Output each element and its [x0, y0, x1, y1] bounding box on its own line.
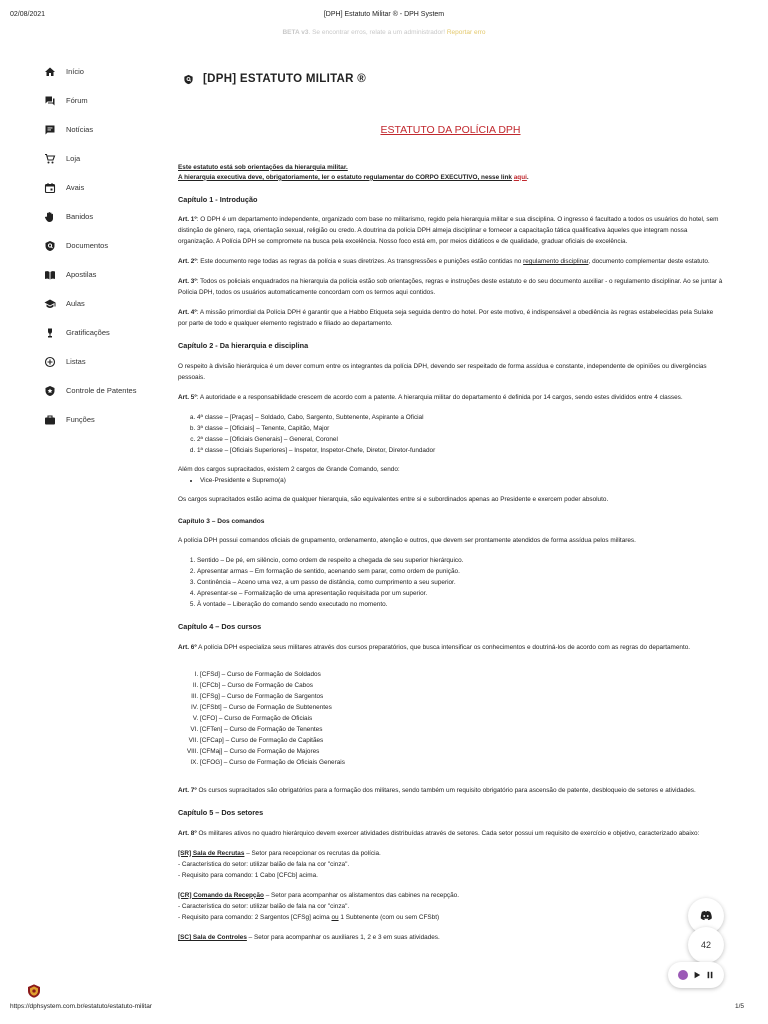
- page-header: [183, 70, 723, 90]
- sector-label: [SC] Sala de Controles: [178, 933, 247, 941]
- list-item: II. [CFCb] – Curso de Formação de Cabos: [200, 680, 723, 691]
- intro-line-1: Este estatuto está sob orientações da hierarquia militar.: [178, 163, 348, 171]
- list-circle-icon: [44, 356, 56, 368]
- list-item: c. 2ª classe – [Oficiais Generais] – General, Coronel: [197, 434, 723, 445]
- page-title: [DPH] ESTATUTO MILITAR ®: [203, 73, 367, 85]
- sidebar-item-gratificacoes[interactable]: [40, 318, 160, 347]
- play-icon[interactable]: [693, 971, 701, 979]
- site-logo-icon: [26, 983, 42, 999]
- sidebar-item-label: Avais: [66, 183, 85, 192]
- viewer-count-badge[interactable]: 42: [688, 927, 724, 963]
- sector-sr: [SR] Sala de Recrutas – Setor para recepcionar os recrutas da polícia. - Característica do setor: utilizar balão de fala na cor "cinza". - Requisito para comando: 1 Cabo [CFCb] acima.: [178, 849, 381, 879]
- sidebar-item-funcoes[interactable]: [40, 405, 160, 434]
- hand-icon: [44, 211, 56, 223]
- commands-list: [178, 555, 723, 610]
- class-list: [178, 412, 723, 456]
- article-3: Art. 3º: Todos os policiais enquadrados na hierarquia da polícia estão sob orientações, regras e instruções deste estatuto e do seu documento auxiliar - o regulamento disciplinar. Ao se juntar à Polícia DPH, todos os usuários automaticamente concordam com os termos aqui contidos.: [178, 278, 723, 297]
- shield-icon: [44, 240, 56, 252]
- chapter-3-intro: A polícia DPH possui comandos oficiais de grupamento, ordenamento, atenção e outros, que devem ser prontamente atendidos de forma assídua pelos militares.: [178, 537, 636, 545]
- sidebar-item-loja[interactable]: [40, 144, 160, 173]
- sidebar-item-label: Banidos: [66, 212, 94, 221]
- courses-list: [178, 669, 723, 768]
- disciplinary-regulation-link[interactable]: regulamento disciplinar: [523, 258, 589, 266]
- sidebar-item-label: Listas: [66, 357, 86, 366]
- list-item: I. [CFSd] – Curso de Formação de Soldados: [200, 669, 723, 680]
- sidebar-item-label: Gratificações: [66, 328, 110, 337]
- list-item: IV. [CFSbt] – Curso de Formação de Subtenentes: [200, 702, 723, 713]
- article-4: Art. 4º: A missão primordial da Polícia DPH é garantir que a Habbo Etiqueta seja seguida dentro do hotel. Por este motivo, é indispensável a obediência às regras estabelecidas pela Sulake por parte de todo e qualquer elemento registrado e filiado ao departamento.: [178, 309, 714, 328]
- sector-label: [SR] Sala de Recrutas: [178, 849, 245, 857]
- list-item: 1. Sentido – De pé, em silêncio, como ordem de respeito a chegada de seu superior hierárquico.: [197, 555, 723, 566]
- sidebar-item-label: Controle de Patentes: [66, 386, 137, 395]
- pause-icon[interactable]: [706, 971, 714, 979]
- sidebar-item-label: Loja: [66, 154, 81, 163]
- graduation-cap-icon: [44, 298, 56, 310]
- sidebar-item-avais[interactable]: [40, 173, 160, 202]
- trophy-icon: [44, 327, 56, 339]
- sidebar-item-forum[interactable]: [40, 86, 160, 115]
- sidebar: [40, 57, 160, 434]
- document-title: ESTATUTO DA POLÍCIA DPH: [380, 123, 521, 136]
- sidebar-item-label: Início: [66, 67, 84, 76]
- beta-text: . Se encontrar erros, relate a um administrador!: [308, 29, 446, 36]
- sidebar-item-controle-de-patentes[interactable]: [40, 376, 160, 405]
- document-content: [178, 70, 723, 952]
- sidebar-item-label: Funções: [66, 415, 95, 424]
- chapter-5-title: Capítulo 5 – Dos setores: [178, 808, 264, 818]
- discord-icon: [699, 909, 713, 923]
- executive-statute-link[interactable]: aqui: [513, 173, 527, 181]
- sidebar-item-listas[interactable]: [40, 347, 160, 376]
- beta-version: BETA v3: [282, 29, 309, 36]
- badge-icon: [44, 385, 56, 397]
- shield-icon: [183, 74, 194, 85]
- footer-page-number: 1/5: [734, 1003, 744, 1010]
- intro-notice: [178, 163, 723, 183]
- chapter-3-title: Capítulo 3 – Dos comandos: [178, 518, 265, 526]
- article-5: Art. 5º: A autoridade e a responsabilidade crescem de acordo com a patente. A hierarquia militar do departamento é definida por 14 cargos, sendo estes divididos entre 4 classes.: [178, 393, 683, 401]
- book-icon: [44, 269, 56, 281]
- list-item: 3. Continência – Aceno uma vez, a um passo de distância, como cumprimento a seu superior.: [197, 577, 723, 588]
- sidebar-item-documentos[interactable]: [40, 231, 160, 260]
- beta-banner: [0, 29, 768, 36]
- sector-label: [CR] Comando da Recepção: [178, 891, 264, 899]
- briefcase-icon: [44, 414, 56, 426]
- sector-cr: [CR] Comando da Recepção – Setor para acompanhar os alistamentos das cabines na recepção. - Característica do setor: utilizar balão de fala na cor "cinza". - Requisito para comando: 2 Sargentos [CFSg] acima ou 1 Subtenente (com ou sem CFSbt): [178, 891, 459, 921]
- sidebar-item-label: Notícias: [66, 125, 94, 134]
- list-item: d. 1ª classe – [Oficiais Superiores] – Inspetor, Inspetor-Chefe, Diretor, Diretor-fundador: [197, 445, 723, 456]
- sidebar-item-label: Aulas: [66, 299, 85, 308]
- list-item: IX. [CFOG] – Curso de Formação de Oficiais Generais: [200, 757, 723, 768]
- chapter-1-title: Capítulo 1 - Introdução: [178, 194, 258, 204]
- print-title: [DPH] Estatuto Militar ® - DPH System: [323, 11, 445, 18]
- radio-player[interactable]: [668, 962, 724, 988]
- article-1: Art. 1º: O DPH é um departamento independente, organizado com base no militarismo, regido pela hierarquia militar e sua disciplina. O ingresso é facultado a todos os usuários do hotel, sem distinção de gênero, raça, orientação sexual, religião ou credo. A doutrina da polícia DPH almeja disciplinar e fornecer a capacitação tática qualificativa àqueles que integram nossa organização. A Polícia DPH se compromete na busca pela excelência. Nosso foco está em, por meios didáticos e de qualidade, graduar oficiais de excelência.: [178, 216, 719, 246]
- sidebar-item-label: Documentos: [66, 241, 109, 250]
- sidebar-item-noticias[interactable]: [40, 115, 160, 144]
- extra-ranks-note: Os cargos supracitados estão acima de qualquer hierarquia, são equivalentes entre si e subordinados apenas ao Presidente e exercem poder absoluto.: [178, 496, 609, 504]
- article-6: Art. 6º A polícia DPH especializa seus militares através dos cursos preparatórios, que busca intensificar os conhecimentos e doutriná-los de acordo com as regras do departamento.: [178, 644, 691, 651]
- home-icon: [44, 66, 56, 78]
- intro-line-2: A hierarquia executiva deve, obrigatoriamente, ler o estatuto regulamentar do CORPO EXECUTIVO, nesse link aqui.: [178, 173, 529, 181]
- list-item: 4. Apresentar-se – Formalização de uma apresentação requisitada por um superior.: [197, 588, 723, 599]
- sidebar-item-aulas[interactable]: [40, 289, 160, 318]
- forum-icon: [44, 95, 56, 107]
- report-error-link[interactable]: Reportar erro: [445, 29, 486, 36]
- extra-ranks-intro: Além dos cargos supracitados, existem 2 cargos de Grande Comando, sendo:: [178, 465, 400, 473]
- radio-logo-icon: [678, 970, 688, 980]
- list-item: • Vice-Presidente e Supremo(a): [200, 475, 723, 486]
- list-item: V. [CFO] – Curso de Formação de Oficiais: [200, 713, 723, 724]
- article-7: Art. 7º Os cursos supracitados são obrigatórios para a formação dos militares, sendo também um requisito obrigatório para ascensão de patente, desbloqueio de setores e atividades.: [178, 787, 696, 795]
- list-item: 5. À vontade – Liberação do comando sendo executado no momento.: [197, 599, 723, 610]
- cart-icon: [44, 153, 56, 165]
- news-icon: [44, 124, 56, 136]
- footer-url: https://dphsystem.com.br/estatuto/estatuto-militar: [10, 1003, 152, 1010]
- article-8: Art. 8º Os militares ativos no quadro hierárquico devem exercer atividades distribuídas através de setores. Cada setor possui um requisito de exercício e objetivo, caracterizado abaixo:: [178, 829, 700, 837]
- list-item: VI. [CFTen] – Curso de Formação de Tenentes: [200, 724, 723, 735]
- calendar-icon: [44, 182, 56, 194]
- sector-sc: [SC] Sala de Controles – Setor para acompanhar os auxiliares 1, 2 e 3 em suas atividades.: [178, 933, 440, 941]
- list-item: a. 4ª classe – [Praças] – Soldado, Cabo, Sargento, Subtenente, Aspirante a Oficial: [197, 412, 723, 423]
- sidebar-item-label: Apostilas: [66, 270, 97, 279]
- sidebar-item-label: Fórum: [66, 96, 88, 105]
- list-item: III. [CFSg] – Curso de Formação de Sargentos: [200, 691, 723, 702]
- sidebar-item-banidos[interactable]: [40, 202, 160, 231]
- print-date: 02/08/2021: [10, 11, 46, 18]
- sidebar-item-inicio[interactable]: [40, 57, 160, 86]
- list-item: VIII. [CFMaj] – Curso de Formação de Majores: [200, 746, 723, 757]
- chapter-2-intro: O respeito à divisão hierárquica é um dever comum entre os integrantes da polícia DPH, devendo ser respeitado de forma assídua e constante, independente de opiniões ou divergências pessoais.: [178, 362, 707, 381]
- article-2: Art. 2º: Este documento rege todas as regras da polícia e suas diretrizes. As transgressões e punições estão contidas no regulamento disciplinar, documento complementar deste estatuto.: [178, 258, 710, 266]
- sidebar-item-apostilas[interactable]: [40, 260, 160, 289]
- list-item: VII. [CFCap] – Curso de Formação de Capitães: [200, 735, 723, 746]
- chapter-4-title: Capítulo 4 – Dos cursos: [178, 622, 262, 632]
- list-item: 2. Apresentar armas – Em formação de sentido, acenando sem parar, como ordem de punição.: [197, 566, 723, 577]
- list-item: b. 3ª classe – [Oficiais] – Tenente, Capitão, Major: [197, 423, 723, 434]
- extra-ranks-list: [178, 475, 723, 486]
- chapter-2-title: Capítulo 2 - Da hierarquia e disciplina: [178, 341, 309, 351]
